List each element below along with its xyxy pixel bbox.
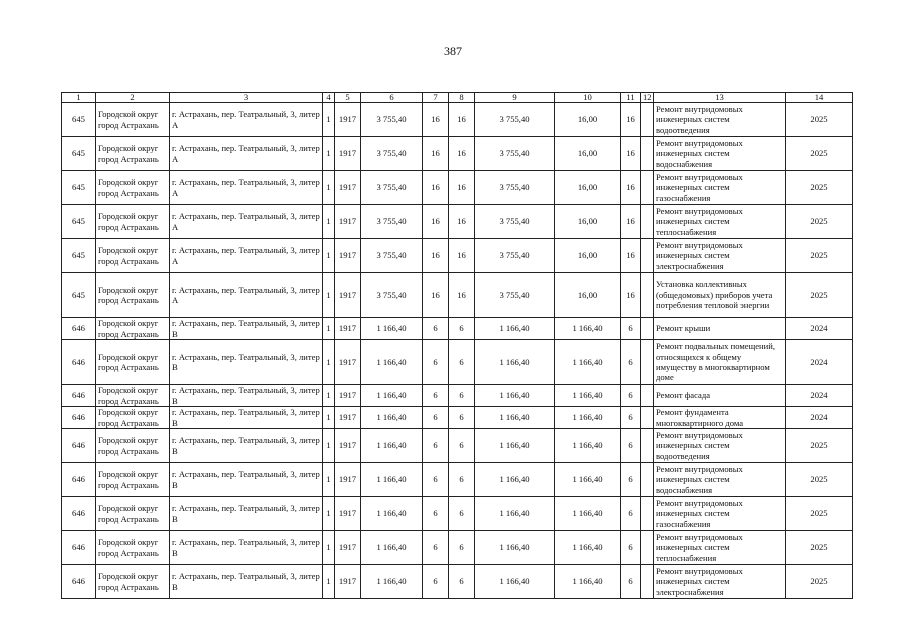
cell-col-12	[641, 429, 654, 463]
cell-work-type: Ремонт внутридомовых инженерных систем газоснабжения	[654, 171, 786, 205]
cell-col-12	[641, 239, 654, 273]
cell-record-number: 646	[62, 429, 96, 463]
table-row	[62, 497, 853, 531]
cell-record-number: 645	[62, 239, 96, 273]
cell-col-8: 6	[449, 429, 475, 463]
cell-area: 3 755,40	[475, 205, 555, 239]
cell-col-8: 6	[449, 407, 475, 429]
cell-col-11: 16	[621, 137, 641, 171]
cell-area: 3 755,40	[475, 239, 555, 273]
cell-work-type: Ремонт внутридомовых инженерных систем теплоснабжения	[654, 531, 786, 565]
cell-col-11: 6	[621, 565, 641, 599]
cell-planned-year: 2025	[786, 171, 853, 205]
table-row	[62, 239, 853, 273]
cell-address: г. Астрахань, пер. Театральный, 3, литер А	[170, 273, 323, 318]
cell-municipality: Городской округ город Астрахань	[96, 429, 170, 463]
cell-col-8: 16	[449, 273, 475, 318]
cell-col-8: 16	[449, 137, 475, 171]
cell-year: 1917	[335, 171, 361, 205]
cell-year: 1917	[335, 429, 361, 463]
cell-col-11: 6	[621, 385, 641, 407]
cell-total-area: 1 166,40	[361, 497, 423, 531]
cell-area: 1 166,40	[475, 318, 555, 340]
cell-planned-year: 2024	[786, 385, 853, 407]
cell-total-area: 3 755,40	[361, 103, 423, 137]
cell-col-4: 1	[323, 429, 335, 463]
cell-col-10: 1 166,40	[555, 531, 621, 565]
cell-planned-year: 2025	[786, 531, 853, 565]
cell-col-12	[641, 463, 654, 497]
cell-address: г. Астрахань, пер. Театральный, 3, литер В	[170, 407, 323, 429]
cell-col-8: 6	[449, 463, 475, 497]
cell-col-10: 16,00	[555, 137, 621, 171]
cell-col-8: 6	[449, 340, 475, 385]
cell-total-area: 1 166,40	[361, 463, 423, 497]
cell-area: 1 166,40	[475, 497, 555, 531]
cell-col-10: 16,00	[555, 239, 621, 273]
cell-work-type: Ремонт внутридомовых инженерных систем электроснабжения	[654, 239, 786, 273]
cell-work-type: Установка коллективных (общедомовых) приборов учета потребления тепловой энергии	[654, 273, 786, 318]
cell-col-12	[641, 385, 654, 407]
cell-planned-year: 2025	[786, 429, 853, 463]
cell-col-8: 6	[449, 497, 475, 531]
cell-col-11: 16	[621, 171, 641, 205]
cell-col-8: 16	[449, 171, 475, 205]
cell-total-area: 1 166,40	[361, 340, 423, 385]
cell-col-10: 1 166,40	[555, 497, 621, 531]
cell-total-area: 3 755,40	[361, 205, 423, 239]
cell-total-area: 3 755,40	[361, 239, 423, 273]
cell-area: 3 755,40	[475, 103, 555, 137]
cell-record-number: 646	[62, 340, 96, 385]
cell-col-7: 6	[423, 340, 449, 385]
cell-col-4: 1	[323, 273, 335, 318]
cell-work-type: Ремонт внутридомовых инженерных систем водоотведения	[654, 429, 786, 463]
cell-col-4: 1	[323, 531, 335, 565]
cell-col-11: 16	[621, 273, 641, 318]
cell-col-8: 6	[449, 318, 475, 340]
cell-col-10: 16,00	[555, 205, 621, 239]
cell-municipality: Городской округ город Астрахань	[96, 273, 170, 318]
cell-col-8: 6	[449, 531, 475, 565]
cell-col-7: 6	[423, 497, 449, 531]
cell-address: г. Астрахань, пер. Театральный, 3, литер А	[170, 137, 323, 171]
cell-col-12	[641, 531, 654, 565]
cell-col-11: 16	[621, 239, 641, 273]
cell-area: 1 166,40	[475, 531, 555, 565]
cell-col-12	[641, 137, 654, 171]
cell-col-11: 6	[621, 340, 641, 385]
cell-col-12	[641, 103, 654, 137]
cell-col-7: 6	[423, 385, 449, 407]
cell-record-number: 646	[62, 318, 96, 340]
cell-address: г. Астрахань, пер. Театральный, 3, литер В	[170, 429, 323, 463]
cell-work-type: Ремонт внутридомовых инженерных систем теплоснабжения	[654, 205, 786, 239]
cell-col-7: 6	[423, 318, 449, 340]
cell-area: 1 166,40	[475, 385, 555, 407]
cell-total-area: 3 755,40	[361, 137, 423, 171]
cell-address: г. Астрахань, пер. Театральный, 3, литер В	[170, 497, 323, 531]
cell-address: г. Астрахань, пер. Театральный, 3, литер А	[170, 171, 323, 205]
column-header: 1	[62, 93, 96, 103]
cell-col-8: 6	[449, 565, 475, 599]
cell-total-area: 1 166,40	[361, 429, 423, 463]
cell-record-number: 646	[62, 497, 96, 531]
cell-col-11: 6	[621, 497, 641, 531]
cell-area: 3 755,40	[475, 137, 555, 171]
cell-work-type: Ремонт внутридомовых инженерных систем электроснабжения	[654, 565, 786, 599]
column-header: 2	[96, 93, 170, 103]
cell-area: 1 166,40	[475, 429, 555, 463]
cell-col-4: 1	[323, 340, 335, 385]
cell-work-type: Ремонт фундамента многоквартирного дома	[654, 407, 786, 429]
cell-col-4: 1	[323, 565, 335, 599]
cell-record-number: 645	[62, 171, 96, 205]
column-header: 13	[654, 93, 786, 103]
cell-planned-year: 2025	[786, 137, 853, 171]
cell-col-11: 16	[621, 205, 641, 239]
cell-total-area: 3 755,40	[361, 273, 423, 318]
table-body	[62, 93, 853, 599]
cell-address: г. Астрахань, пер. Театральный, 3, литер В	[170, 565, 323, 599]
cell-col-4: 1	[323, 137, 335, 171]
cell-planned-year: 2025	[786, 497, 853, 531]
cell-col-10: 1 166,40	[555, 407, 621, 429]
cell-col-10: 16,00	[555, 273, 621, 318]
cell-municipality: Городской округ город Астрахань	[96, 103, 170, 137]
cell-record-number: 646	[62, 407, 96, 429]
cell-col-4: 1	[323, 318, 335, 340]
cell-total-area: 1 166,40	[361, 565, 423, 599]
cell-col-7: 6	[423, 463, 449, 497]
cell-col-7: 6	[423, 407, 449, 429]
cell-municipality: Городской округ город Астрахань	[96, 239, 170, 273]
cell-col-12	[641, 565, 654, 599]
table-row	[62, 273, 853, 318]
cell-col-10: 1 166,40	[555, 340, 621, 385]
cell-record-number: 645	[62, 137, 96, 171]
table-row	[62, 205, 853, 239]
column-header-row	[62, 93, 853, 103]
table-row	[62, 429, 853, 463]
cell-year: 1917	[335, 340, 361, 385]
cell-address: г. Астрахань, пер. Театральный, 3, литер В	[170, 385, 323, 407]
cell-col-4: 1	[323, 239, 335, 273]
table-row	[62, 340, 853, 385]
column-header: 10	[555, 93, 621, 103]
cell-col-10: 1 166,40	[555, 429, 621, 463]
cell-planned-year: 2024	[786, 407, 853, 429]
cell-col-7: 6	[423, 531, 449, 565]
cell-year: 1917	[335, 239, 361, 273]
page-number: 387	[444, 44, 462, 58]
cell-area: 1 166,40	[475, 463, 555, 497]
cell-col-10: 16,00	[555, 171, 621, 205]
cell-col-7: 16	[423, 137, 449, 171]
cell-work-type: Ремонт подвальных помещений, относящихся к общему имуществу в многоквартирном доме	[654, 340, 786, 385]
cell-col-7: 6	[423, 565, 449, 599]
register-table	[61, 92, 853, 599]
cell-total-area: 1 166,40	[361, 407, 423, 429]
cell-municipality: Городской округ город Астрахань	[96, 171, 170, 205]
cell-work-type: Ремонт внутридомовых инженерных систем водоснабжения	[654, 463, 786, 497]
cell-col-10: 1 166,40	[555, 463, 621, 497]
cell-municipality: Городской округ город Астрахань	[96, 463, 170, 497]
table-row	[62, 531, 853, 565]
cell-address: г. Астрахань, пер. Театральный, 3, литер В	[170, 340, 323, 385]
cell-col-12	[641, 318, 654, 340]
cell-col-12	[641, 171, 654, 205]
column-header: 11	[621, 93, 641, 103]
cell-year: 1917	[335, 565, 361, 599]
cell-total-area: 1 166,40	[361, 385, 423, 407]
cell-col-7: 16	[423, 205, 449, 239]
cell-area: 1 166,40	[475, 340, 555, 385]
table-row	[62, 385, 853, 407]
cell-year: 1917	[335, 137, 361, 171]
cell-year: 1917	[335, 531, 361, 565]
cell-total-area: 1 166,40	[361, 318, 423, 340]
cell-total-area: 1 166,40	[361, 531, 423, 565]
cell-work-type: Ремонт внутридомовых инженерных систем водоснабжения	[654, 137, 786, 171]
table-row	[62, 565, 853, 599]
column-header: 4	[323, 93, 335, 103]
cell-year: 1917	[335, 463, 361, 497]
cell-address: г. Астрахань, пер. Театральный, 3, литер В	[170, 531, 323, 565]
cell-work-type: Ремонт внутридомовых инженерных систем водоотведения	[654, 103, 786, 137]
cell-planned-year: 2025	[786, 463, 853, 497]
cell-col-4: 1	[323, 103, 335, 137]
cell-address: г. Астрахань, пер. Театральный, 3, литер А	[170, 103, 323, 137]
cell-col-4: 1	[323, 171, 335, 205]
column-header: 6	[361, 93, 423, 103]
cell-record-number: 646	[62, 463, 96, 497]
cell-planned-year: 2025	[786, 103, 853, 137]
cell-col-4: 1	[323, 463, 335, 497]
cell-municipality: Городской округ город Астрахань	[96, 385, 170, 407]
cell-col-4: 1	[323, 407, 335, 429]
cell-area: 3 755,40	[475, 171, 555, 205]
cell-col-7: 16	[423, 273, 449, 318]
cell-year: 1917	[335, 407, 361, 429]
cell-planned-year: 2024	[786, 318, 853, 340]
cell-record-number: 645	[62, 205, 96, 239]
cell-address: г. Астрахань, пер. Театральный, 3, литер В	[170, 463, 323, 497]
cell-col-10: 16,00	[555, 103, 621, 137]
cell-col-11: 6	[621, 318, 641, 340]
cell-col-4: 1	[323, 385, 335, 407]
cell-col-4: 1	[323, 205, 335, 239]
cell-col-8: 6	[449, 385, 475, 407]
table-row	[62, 407, 853, 429]
cell-col-11: 16	[621, 103, 641, 137]
cell-col-10: 1 166,40	[555, 565, 621, 599]
column-header: 8	[449, 93, 475, 103]
cell-col-11: 6	[621, 463, 641, 497]
cell-planned-year: 2025	[786, 205, 853, 239]
cell-col-7: 16	[423, 171, 449, 205]
cell-municipality: Городской округ город Астрахань	[96, 137, 170, 171]
table-row	[62, 318, 853, 340]
cell-year: 1917	[335, 385, 361, 407]
cell-col-4: 1	[323, 497, 335, 531]
cell-col-12	[641, 340, 654, 385]
cell-total-area: 3 755,40	[361, 171, 423, 205]
cell-col-11: 6	[621, 531, 641, 565]
cell-municipality: Городской округ город Астрахань	[96, 318, 170, 340]
cell-col-7: 16	[423, 239, 449, 273]
table-row	[62, 137, 853, 171]
cell-col-10: 1 166,40	[555, 385, 621, 407]
cell-area: 1 166,40	[475, 565, 555, 599]
cell-col-12	[641, 497, 654, 531]
cell-col-8: 16	[449, 239, 475, 273]
cell-col-7: 16	[423, 103, 449, 137]
cell-record-number: 646	[62, 385, 96, 407]
table-row	[62, 103, 853, 137]
column-header: 14	[786, 93, 853, 103]
table-row	[62, 171, 853, 205]
cell-record-number: 645	[62, 103, 96, 137]
cell-year: 1917	[335, 273, 361, 318]
cell-municipality: Городской округ город Астрахань	[96, 565, 170, 599]
cell-work-type: Ремонт внутридомовых инженерных систем газоснабжения	[654, 497, 786, 531]
cell-work-type: Ремонт крыши	[654, 318, 786, 340]
cell-col-12	[641, 273, 654, 318]
cell-col-7: 6	[423, 429, 449, 463]
cell-municipality: Городской округ город Астрахань	[96, 205, 170, 239]
cell-planned-year: 2025	[786, 565, 853, 599]
column-header: 7	[423, 93, 449, 103]
cell-year: 1917	[335, 205, 361, 239]
cell-address: г. Астрахань, пер. Театральный, 3, литер А	[170, 205, 323, 239]
cell-record-number: 646	[62, 531, 96, 565]
column-header: 3	[170, 93, 323, 103]
cell-year: 1917	[335, 497, 361, 531]
cell-col-12	[641, 407, 654, 429]
cell-col-12	[641, 205, 654, 239]
column-header: 9	[475, 93, 555, 103]
cell-municipality: Городской округ город Астрахань	[96, 497, 170, 531]
column-header: 5	[335, 93, 361, 103]
cell-col-11: 6	[621, 407, 641, 429]
cell-planned-year: 2024	[786, 340, 853, 385]
cell-col-11: 6	[621, 429, 641, 463]
cell-record-number: 646	[62, 565, 96, 599]
cell-address: г. Астрахань, пер. Театральный, 3, литер А	[170, 239, 323, 273]
cell-col-10: 1 166,40	[555, 318, 621, 340]
cell-municipality: Городской округ город Астрахань	[96, 407, 170, 429]
cell-planned-year: 2025	[786, 273, 853, 318]
cell-col-8: 16	[449, 103, 475, 137]
cell-municipality: Городской округ город Астрахань	[96, 340, 170, 385]
cell-area: 1 166,40	[475, 407, 555, 429]
cell-address: г. Астрахань, пер. Театральный, 3, литер В	[170, 318, 323, 340]
column-header: 12	[641, 93, 654, 103]
cell-year: 1917	[335, 103, 361, 137]
cell-area: 3 755,40	[475, 273, 555, 318]
cell-col-8: 16	[449, 205, 475, 239]
cell-record-number: 645	[62, 273, 96, 318]
cell-year: 1917	[335, 318, 361, 340]
table-row	[62, 463, 853, 497]
cell-planned-year: 2025	[786, 239, 853, 273]
cell-work-type: Ремонт фасада	[654, 385, 786, 407]
cell-municipality: Городской округ город Астрахань	[96, 531, 170, 565]
